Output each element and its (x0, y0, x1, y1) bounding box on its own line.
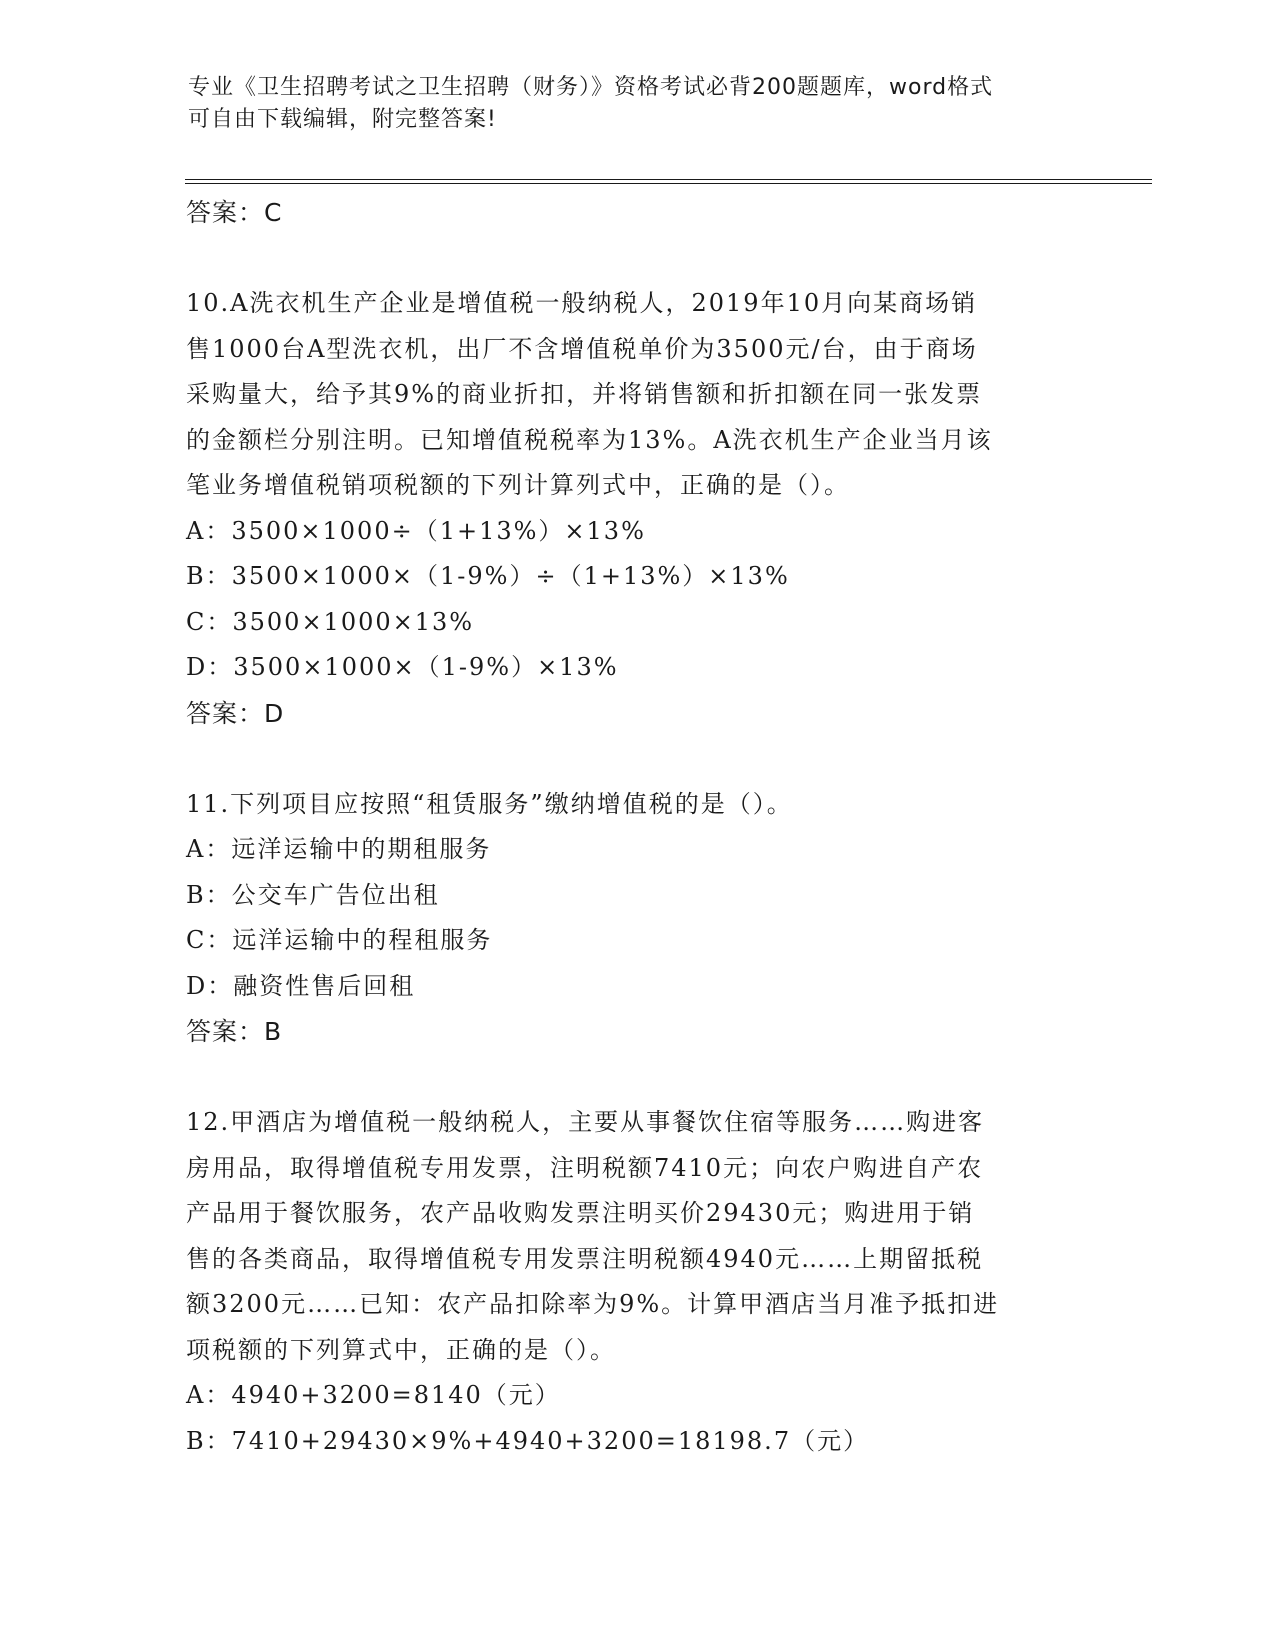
question-stem-line: 10.A洗衣机生产企业是增值税一般纳税人，2019年10月向某商场销 (186, 289, 978, 317)
question-stem-line: 笔业务增值税销项税额的下列计算列式中，正确的是（）。 (186, 471, 850, 499)
option-d: D：融资性售后回租 (186, 971, 416, 1000)
option-b: B：公交车广告位出租 (186, 880, 440, 909)
question-stem-line: 房用品，取得增值税专用发票，注明税额7410元；向农户购进自产农 (186, 1153, 984, 1182)
spacer (186, 736, 1086, 782)
question-11 (186, 782, 1086, 1055)
header-title-line-2: 可自由下载编辑，附完整答案! (188, 107, 497, 132)
question-list (186, 190, 1086, 1464)
question-stem-line: 产品用于餐饮服务，农产品收购发票注明买价29430元；购进用于销 (186, 1199, 975, 1227)
question-12 (186, 1100, 1086, 1464)
document-header (188, 72, 1088, 136)
header-title-line-1: 专业《卫生招聘考试之卫生招聘（财务）》资格考试必背200题题库，word格式 (188, 75, 994, 100)
question-stem-line: 11.下列项目应按照“租赁服务”缴纳增值税的是（）。 (186, 789, 793, 818)
option-b: B：7410+29430×9%+4940+3200=18198.7（元） (186, 1426, 870, 1455)
option-d: D：3500×1000×（1-9%）×13% (186, 653, 619, 681)
option-a: A：4940+3200=8140（元） (186, 1381, 561, 1409)
question-stem-line: 额3200元……已知：农产品扣除率为9%。计算甲酒店当月准予抵扣进 (186, 1290, 1000, 1318)
option-c: C：3500×1000×13% (186, 607, 475, 636)
answer-line: 答案：B (186, 1017, 283, 1046)
answer-line: 答案：D (186, 698, 285, 728)
option-c: C：远洋运输中的程租服务 (186, 926, 493, 954)
header-divider-top (185, 179, 1152, 180)
spacer (186, 1055, 1086, 1101)
question-stem-line: 12.甲酒店为增值税一般纳税人，主要从事餐饮住宿等服务……购进客 (186, 1108, 985, 1136)
question-stem-line: 项税额的下列算式中，正确的是（）。 (186, 1335, 616, 1364)
option-a: A：3500×1000÷（1+13%）×13% (186, 516, 646, 545)
spacer (186, 236, 1086, 282)
question-10 (186, 281, 1086, 736)
question-stem-line: 售1000台A型洗衣机，出厂不含增值税单价为3500元/台，由于商场 (186, 334, 978, 363)
option-b: B：3500×1000×（1-9%）÷（1+13%）×13% (186, 562, 790, 590)
question-stem-line: 的金额栏分别注明。已知增值税税率为13%。A洗衣机生产企业当月该 (186, 425, 993, 454)
answer-previous: 答案：C (186, 198, 283, 227)
header-divider-bottom (185, 183, 1152, 184)
option-a: A：远洋运输中的期租服务 (186, 835, 492, 863)
question-stem-line: 售的各类商品，取得增值税专用发票注明税额4940元……上期留抵税 (186, 1244, 984, 1273)
question-stem-line: 采购量大，给予其9%的商业折扣，并将销售额和折扣额在同一张发票 (186, 380, 983, 408)
